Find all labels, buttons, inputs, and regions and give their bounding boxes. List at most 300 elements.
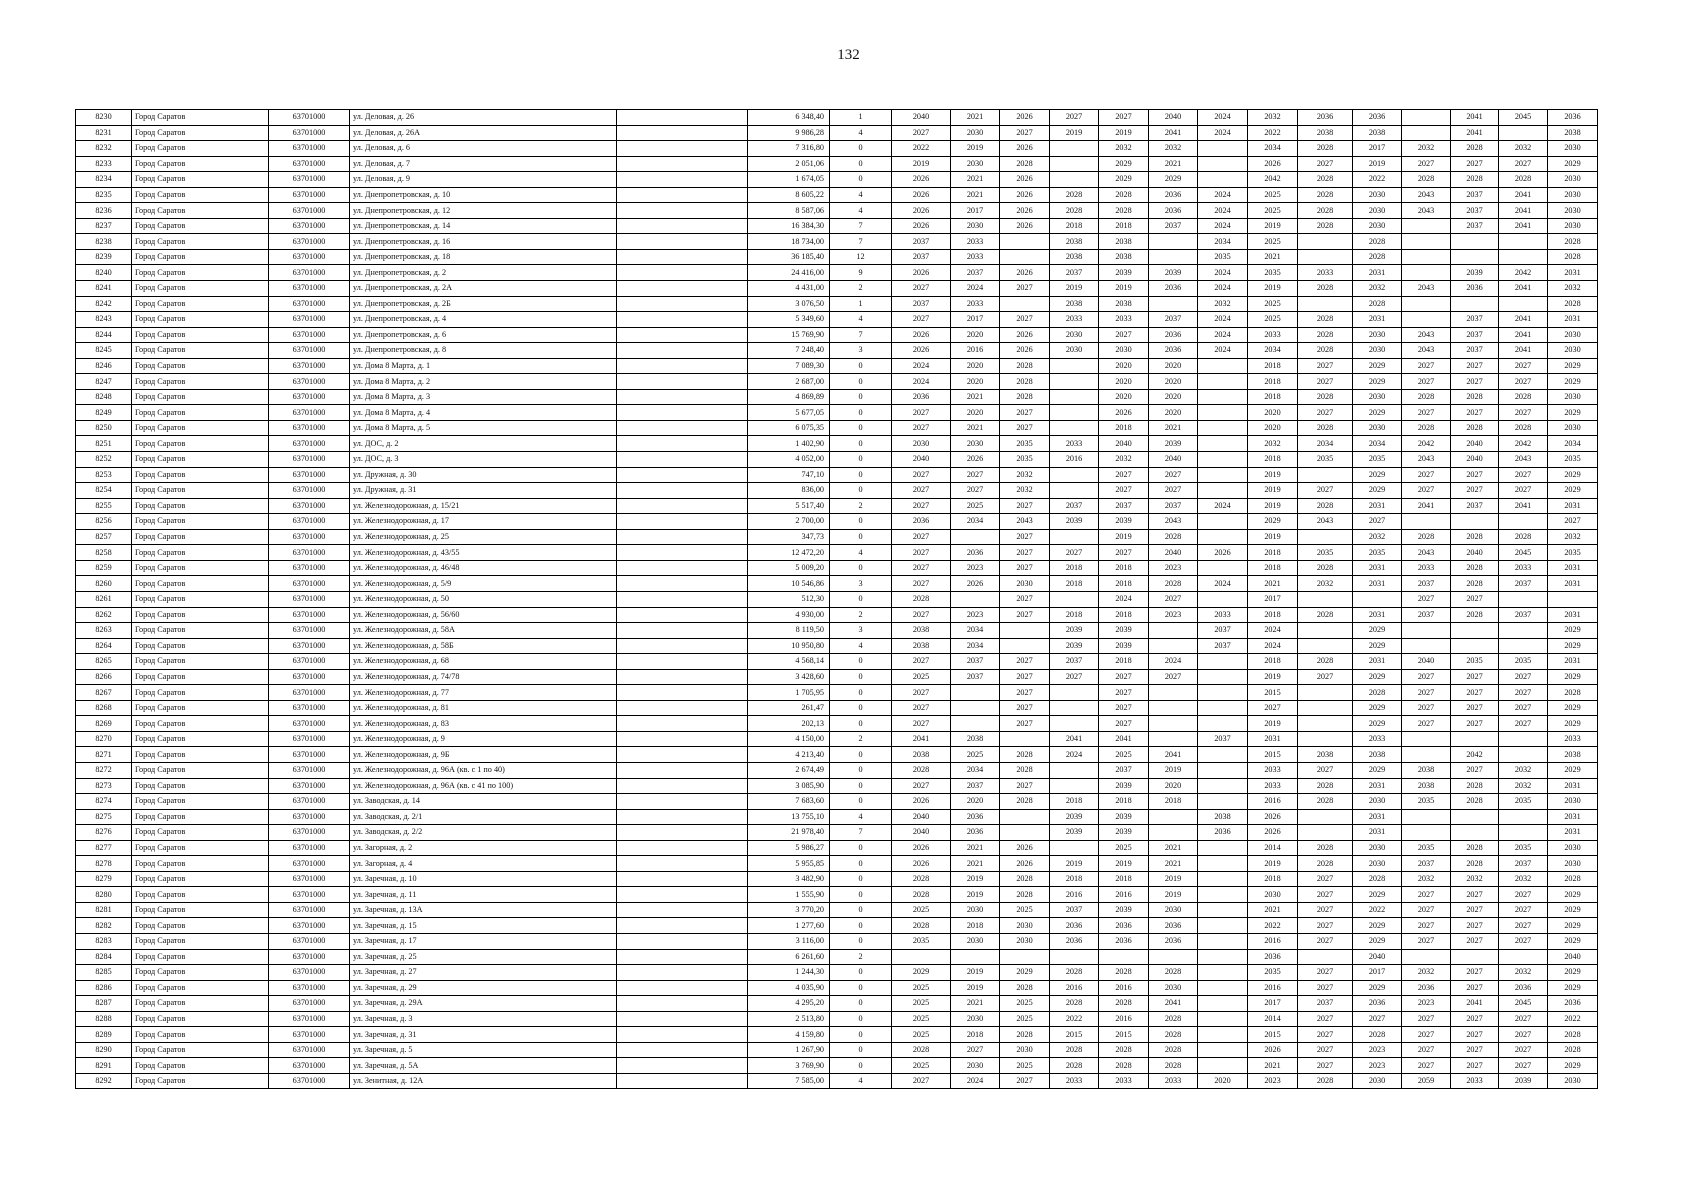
cell-year-8: 2018 (1248, 374, 1298, 390)
cell-year-10: 2030 (1353, 389, 1402, 405)
cell-year-13 (1499, 747, 1548, 763)
cell-municipality: Город Саратов (132, 887, 269, 903)
cell-year-4: 2016 (1050, 887, 1099, 903)
cell-year-11: 2043 (1402, 545, 1451, 561)
cell-year-5: 2029 (1099, 156, 1149, 172)
cell-year-1: 2030 (892, 436, 951, 452)
cell-blank-col (617, 203, 748, 219)
cell-address: ул. Железнодорожная, д. 58А (350, 623, 617, 639)
cell-year-9 (1298, 529, 1353, 545)
cell-oktmo-code: 63701000 (269, 623, 350, 639)
cell-address: ул. Железнодорожная, д. 50 (350, 591, 617, 607)
cell-year-1: 2040 (892, 825, 951, 841)
cell-year-7 (1198, 887, 1248, 903)
cell-year-6: 2039 (1149, 436, 1198, 452)
cell-year-10: 2029 (1353, 467, 1402, 483)
cell-year-4 (1050, 762, 1099, 778)
cell-year-9: 2035 (1298, 545, 1353, 561)
cell-year-7 (1198, 172, 1248, 188)
cell-count: 0 (830, 467, 892, 483)
cell-year-6: 2028 (1149, 576, 1198, 592)
cell-year-10: 2031 (1353, 825, 1402, 841)
cell-year-9: 2035 (1298, 452, 1353, 468)
cell-year-7: 2033 (1198, 607, 1248, 623)
cell-year-13: 2032 (1499, 871, 1548, 887)
cell-row-number: 8243 (76, 312, 132, 328)
cell-area: 4 930,00 (748, 607, 830, 623)
table-row (76, 436, 1598, 452)
cell-year-4 (1050, 716, 1099, 732)
cell-municipality: Город Саратов (132, 902, 269, 918)
cell-year-5: 2027 (1099, 483, 1149, 499)
cell-year-4: 2019 (1050, 281, 1099, 297)
cell-address: ул. Заречная, д. 3 (350, 1011, 617, 1027)
table-row (76, 809, 1598, 825)
cell-year-3: 2026 (1000, 327, 1050, 343)
cell-year-10: 2030 (1353, 187, 1402, 203)
cell-row-number: 8275 (76, 809, 132, 825)
cell-address: ул. Днепропетровская, д. 2 (350, 265, 617, 281)
cell-oktmo-code: 63701000 (269, 560, 350, 576)
cell-year-14: 2030 (1548, 141, 1598, 157)
cell-year-13: 2028 (1499, 172, 1548, 188)
cell-year-2: 2023 (951, 560, 1000, 576)
cell-year-7 (1198, 747, 1248, 763)
cell-year-11: 2043 (1402, 343, 1451, 359)
cell-area: 9 986,28 (748, 125, 830, 141)
cell-address: ул. Железнодорожная, д. 77 (350, 685, 617, 701)
cell-year-1: 2027 (892, 576, 951, 592)
cell-year-3 (1000, 809, 1050, 825)
cell-year-9: 2027 (1298, 902, 1353, 918)
cell-year-2: 2034 (951, 623, 1000, 639)
cell-municipality: Город Саратов (132, 856, 269, 872)
cell-year-2: 2024 (951, 1073, 1000, 1089)
cell-year-4 (1050, 529, 1099, 545)
cell-year-14: 2029 (1548, 700, 1598, 716)
cell-year-11 (1402, 296, 1451, 312)
cell-area: 7 316,80 (748, 141, 830, 157)
cell-year-4: 2018 (1050, 218, 1099, 234)
cell-year-14: 2028 (1548, 1042, 1598, 1058)
cell-year-12: 2027 (1451, 965, 1499, 981)
cell-municipality: Город Саратов (132, 669, 269, 685)
cell-blank-col (617, 312, 748, 328)
cell-blank-col (617, 514, 748, 530)
cell-year-6: 2027 (1149, 467, 1198, 483)
cell-row-number: 8261 (76, 591, 132, 607)
cell-year-14: 2031 (1548, 560, 1598, 576)
cell-oktmo-code: 63701000 (269, 607, 350, 623)
cell-year-11: 2028 (1402, 529, 1451, 545)
cell-year-14: 2032 (1548, 529, 1598, 545)
cell-year-4 (1050, 483, 1099, 499)
cell-address: ул. Дома 8 Марта, д. 2 (350, 374, 617, 390)
cell-year-1: 2041 (892, 731, 951, 747)
cell-year-4: 2018 (1050, 560, 1099, 576)
cell-year-12: 2027 (1451, 762, 1499, 778)
cell-year-2: 2037 (951, 778, 1000, 794)
cell-year-13: 2041 (1499, 312, 1548, 328)
cell-year-8: 2035 (1248, 965, 1298, 981)
cell-year-6: 2021 (1149, 856, 1198, 872)
cell-year-10: 2036 (1353, 996, 1402, 1012)
cell-year-13: 2036 (1499, 980, 1548, 996)
cell-year-13: 2032 (1499, 965, 1548, 981)
cell-year-6: 2019 (1149, 762, 1198, 778)
cell-year-12: 2039 (1451, 265, 1499, 281)
cell-year-14: 2031 (1548, 576, 1598, 592)
cell-year-8: 2018 (1248, 871, 1298, 887)
cell-year-4: 2037 (1050, 902, 1099, 918)
cell-year-13 (1499, 638, 1548, 654)
cell-year-3: 2027 (1000, 778, 1050, 794)
cell-year-3: 2032 (1000, 483, 1050, 499)
cell-area: 10 546,86 (748, 576, 830, 592)
cell-count: 0 (830, 514, 892, 530)
cell-oktmo-code: 63701000 (269, 591, 350, 607)
cell-year-6: 2029 (1149, 172, 1198, 188)
cell-year-13: 2028 (1499, 420, 1548, 436)
cell-year-5: 2020 (1099, 389, 1149, 405)
cell-year-9 (1298, 638, 1353, 654)
table-row (76, 467, 1598, 483)
cell-address: ул. Загорная, д. 4 (350, 856, 617, 872)
cell-blank-col (617, 218, 748, 234)
cell-year-4: 2019 (1050, 125, 1099, 141)
cell-count: 0 (830, 654, 892, 670)
cell-year-11: 2027 (1402, 591, 1451, 607)
cell-year-4: 2039 (1050, 638, 1099, 654)
cell-year-10: 2030 (1353, 840, 1402, 856)
cell-count: 7 (830, 218, 892, 234)
cell-year-10: 2030 (1353, 794, 1402, 810)
cell-year-9: 2028 (1298, 281, 1353, 297)
cell-blank-col (617, 374, 748, 390)
cell-year-13: 2041 (1499, 498, 1548, 514)
cell-year-2: 2020 (951, 327, 1000, 343)
cell-year-8: 2020 (1248, 405, 1298, 421)
cell-year-12: 2027 (1451, 405, 1499, 421)
cell-year-2: 2030 (951, 156, 1000, 172)
cell-year-4: 2019 (1050, 856, 1099, 872)
cell-year-3: 2026 (1000, 203, 1050, 219)
cell-year-7 (1198, 685, 1248, 701)
cell-year-3 (1000, 296, 1050, 312)
cell-area: 5 677,05 (748, 405, 830, 421)
cell-blank-col (617, 685, 748, 701)
cell-year-9: 2027 (1298, 1058, 1353, 1074)
cell-year-11 (1402, 265, 1451, 281)
cell-year-7: 2024 (1198, 203, 1248, 219)
table-row (76, 840, 1598, 856)
cell-row-number: 8289 (76, 1027, 132, 1043)
cell-blank-col (617, 933, 748, 949)
cell-year-5: 2028 (1099, 1042, 1149, 1058)
cell-year-1: 2027 (892, 685, 951, 701)
cell-municipality: Город Саратов (132, 980, 269, 996)
cell-year-14: 2031 (1548, 312, 1598, 328)
cell-year-13 (1499, 825, 1548, 841)
cell-year-6: 2030 (1149, 902, 1198, 918)
cell-blank-col (617, 638, 748, 654)
cell-year-7: 2032 (1198, 296, 1248, 312)
cell-blank-col (617, 902, 748, 918)
cell-year-11: 2027 (1402, 685, 1451, 701)
cell-year-3: 2027 (1000, 560, 1050, 576)
cell-row-number: 8245 (76, 343, 132, 359)
cell-year-12: 2028 (1451, 840, 1499, 856)
cell-row-number: 8281 (76, 902, 132, 918)
cell-year-8: 2025 (1248, 312, 1298, 328)
table-row (76, 965, 1598, 981)
cell-year-5: 2027 (1099, 327, 1149, 343)
cell-year-6: 2020 (1149, 405, 1198, 421)
cell-year-6: 2040 (1149, 110, 1198, 126)
cell-year-8: 2033 (1248, 327, 1298, 343)
cell-year-5: 2027 (1099, 685, 1149, 701)
table-row (76, 358, 1598, 374)
cell-blank-col (617, 405, 748, 421)
cell-year-10: 2029 (1353, 638, 1402, 654)
cell-oktmo-code: 63701000 (269, 281, 350, 297)
cell-year-9 (1298, 949, 1353, 965)
cell-year-12: 2027 (1451, 1042, 1499, 1058)
cell-year-12: 2032 (1451, 871, 1499, 887)
cell-year-1: 2026 (892, 856, 951, 872)
cell-blank-col (617, 296, 748, 312)
cell-year-10: 2017 (1353, 965, 1402, 981)
cell-municipality: Город Саратов (132, 529, 269, 545)
cell-year-5: 2018 (1099, 871, 1149, 887)
cell-row-number: 8259 (76, 560, 132, 576)
cell-year-13: 2037 (1499, 856, 1548, 872)
cell-year-14: 2029 (1548, 405, 1598, 421)
table-row (76, 172, 1598, 188)
cell-year-8: 2019 (1248, 281, 1298, 297)
cell-year-11: 2027 (1402, 1042, 1451, 1058)
cell-year-5: 2018 (1099, 794, 1149, 810)
cell-year-10: 2031 (1353, 560, 1402, 576)
cell-blank-col (617, 358, 748, 374)
cell-count: 4 (830, 187, 892, 203)
cell-year-12 (1451, 638, 1499, 654)
cell-oktmo-code: 63701000 (269, 249, 350, 265)
cell-municipality: Город Саратов (132, 265, 269, 281)
cell-year-10: 2031 (1353, 607, 1402, 623)
cell-oktmo-code: 63701000 (269, 218, 350, 234)
cell-year-3 (1000, 234, 1050, 250)
cell-area: 3 076,50 (748, 296, 830, 312)
cell-row-number: 8276 (76, 825, 132, 841)
cell-blank-col (617, 576, 748, 592)
cell-year-11: 2035 (1402, 794, 1451, 810)
cell-year-8: 2021 (1248, 576, 1298, 592)
cell-year-14: 2028 (1548, 1027, 1598, 1043)
cell-year-7: 2024 (1198, 110, 1248, 126)
cell-address: ул. Заречная, д. 11 (350, 887, 617, 903)
cell-year-12: 2027 (1451, 483, 1499, 499)
cell-oktmo-code: 63701000 (269, 996, 350, 1012)
cell-year-9: 2038 (1298, 125, 1353, 141)
cell-oktmo-code: 63701000 (269, 654, 350, 670)
cell-year-6: 2036 (1149, 933, 1198, 949)
cell-area: 1 244,30 (748, 965, 830, 981)
cell-year-14: 2033 (1548, 731, 1598, 747)
cell-year-11: 2037 (1402, 607, 1451, 623)
cell-count: 0 (830, 778, 892, 794)
table-row (76, 187, 1598, 203)
cell-year-8: 2035 (1248, 265, 1298, 281)
cell-area: 15 769,90 (748, 327, 830, 343)
cell-municipality: Город Саратов (132, 560, 269, 576)
cell-year-9: 2043 (1298, 514, 1353, 530)
cell-year-1: 2040 (892, 110, 951, 126)
cell-year-8: 2021 (1248, 902, 1298, 918)
cell-area: 4 035,90 (748, 980, 830, 996)
cell-year-2: 2027 (951, 483, 1000, 499)
cell-year-6: 2028 (1149, 1027, 1198, 1043)
cell-year-4: 2028 (1050, 187, 1099, 203)
cell-row-number: 8247 (76, 374, 132, 390)
cell-oktmo-code: 63701000 (269, 327, 350, 343)
table-row (76, 778, 1598, 794)
cell-row-number: 8236 (76, 203, 132, 219)
cell-year-7: 2038 (1198, 809, 1248, 825)
cell-year-5: 2019 (1099, 281, 1149, 297)
cell-year-7: 2024 (1198, 265, 1248, 281)
cell-year-13: 2032 (1499, 762, 1548, 778)
cell-address: ул. Дружная, д. 30 (350, 467, 617, 483)
cell-year-10: 2028 (1353, 1027, 1402, 1043)
cell-blank-col (617, 1011, 748, 1027)
cell-oktmo-code: 63701000 (269, 125, 350, 141)
cell-row-number: 8235 (76, 187, 132, 203)
cell-count: 0 (830, 902, 892, 918)
cell-year-7 (1198, 436, 1248, 452)
cell-year-12: 2028 (1451, 172, 1499, 188)
cell-year-6: 2033 (1149, 1073, 1198, 1089)
cell-year-12 (1451, 514, 1499, 530)
cell-year-12: 2036 (1451, 281, 1499, 297)
cell-year-10: 2031 (1353, 809, 1402, 825)
cell-year-13: 2027 (1499, 467, 1548, 483)
cell-year-4: 2018 (1050, 607, 1099, 623)
cell-oktmo-code: 63701000 (269, 778, 350, 794)
cell-oktmo-code: 63701000 (269, 110, 350, 126)
cell-year-12 (1451, 623, 1499, 639)
cell-year-6: 2040 (1149, 452, 1198, 468)
cell-row-number: 8252 (76, 452, 132, 468)
cell-year-4: 2037 (1050, 265, 1099, 281)
cell-year-14: 2038 (1548, 125, 1598, 141)
cell-municipality: Город Саратов (132, 343, 269, 359)
cell-year-11: 2036 (1402, 980, 1451, 996)
cell-year-1: 2027 (892, 312, 951, 328)
cell-area: 24 416,00 (748, 265, 830, 281)
cell-year-5: 2028 (1099, 996, 1149, 1012)
cell-year-14: 2035 (1548, 545, 1598, 561)
cell-year-4: 2024 (1050, 747, 1099, 763)
cell-year-3: 2030 (1000, 933, 1050, 949)
cell-year-2: 2037 (951, 265, 1000, 281)
cell-address: ул. Заречная, д. 25 (350, 949, 617, 965)
cell-year-10: 2029 (1353, 669, 1402, 685)
cell-year-12: 2037 (1451, 218, 1499, 234)
cell-year-6: 2028 (1149, 1042, 1198, 1058)
cell-year-2: 2017 (951, 312, 1000, 328)
cell-year-1: 2026 (892, 203, 951, 219)
cell-area: 4 159,80 (748, 1027, 830, 1043)
cell-municipality: Город Саратов (132, 871, 269, 887)
cell-count: 0 (830, 871, 892, 887)
cell-year-10: 2028 (1353, 685, 1402, 701)
cell-blank-col (617, 452, 748, 468)
cell-year-3: 2030 (1000, 576, 1050, 592)
cell-year-3: 2028 (1000, 156, 1050, 172)
cell-year-12: 2042 (1451, 747, 1499, 763)
cell-year-7 (1198, 483, 1248, 499)
cell-area: 5 986,27 (748, 840, 830, 856)
cell-year-5: 2018 (1099, 218, 1149, 234)
cell-year-13: 2027 (1499, 1027, 1548, 1043)
cell-year-14: 2030 (1548, 389, 1598, 405)
cell-oktmo-code: 63701000 (269, 234, 350, 250)
cell-year-4 (1050, 778, 1099, 794)
cell-year-13 (1499, 731, 1548, 747)
cell-year-11: 2027 (1402, 1011, 1451, 1027)
cell-year-11: 2041 (1402, 498, 1451, 514)
cell-oktmo-code: 63701000 (269, 374, 350, 390)
cell-year-14: 2040 (1548, 949, 1598, 965)
cell-year-12: 2027 (1451, 591, 1499, 607)
cell-year-14: 2030 (1548, 420, 1598, 436)
cell-year-3: 2026 (1000, 343, 1050, 359)
cell-row-number: 8263 (76, 623, 132, 639)
cell-year-1: 2027 (892, 498, 951, 514)
cell-year-5: 2018 (1099, 420, 1149, 436)
cell-year-11 (1402, 731, 1451, 747)
cell-address: ул. Заречная, д. 15 (350, 918, 617, 934)
cell-address: ул. Деловая, д. 9 (350, 172, 617, 188)
cell-year-12: 2037 (1451, 187, 1499, 203)
cell-year-13: 2027 (1499, 358, 1548, 374)
cell-year-7 (1198, 700, 1248, 716)
cell-oktmo-code: 63701000 (269, 1042, 350, 1058)
cell-year-12: 2027 (1451, 887, 1499, 903)
cell-year-6: 2021 (1149, 156, 1198, 172)
cell-year-3: 2025 (1000, 996, 1050, 1012)
cell-year-5: 2033 (1099, 1073, 1149, 1089)
cell-year-8: 2025 (1248, 234, 1298, 250)
cell-year-6: 2036 (1149, 327, 1198, 343)
cell-year-6: 2040 (1149, 545, 1198, 561)
cell-year-14: 2030 (1548, 840, 1598, 856)
cell-row-number: 8287 (76, 996, 132, 1012)
cell-year-13: 2041 (1499, 218, 1548, 234)
cell-municipality: Город Саратов (132, 933, 269, 949)
cell-year-11: 2043 (1402, 203, 1451, 219)
cell-year-11: 2027 (1402, 1027, 1451, 1043)
cell-year-8: 2026 (1248, 1042, 1298, 1058)
cell-year-13: 2027 (1499, 933, 1548, 949)
cell-row-number: 8234 (76, 172, 132, 188)
cell-address: ул. Железнодорожная, д. 58Б (350, 638, 617, 654)
cell-year-6: 2019 (1149, 887, 1198, 903)
cell-oktmo-code: 63701000 (269, 389, 350, 405)
cell-year-4: 2030 (1050, 343, 1099, 359)
cell-year-14: 2029 (1548, 933, 1598, 949)
